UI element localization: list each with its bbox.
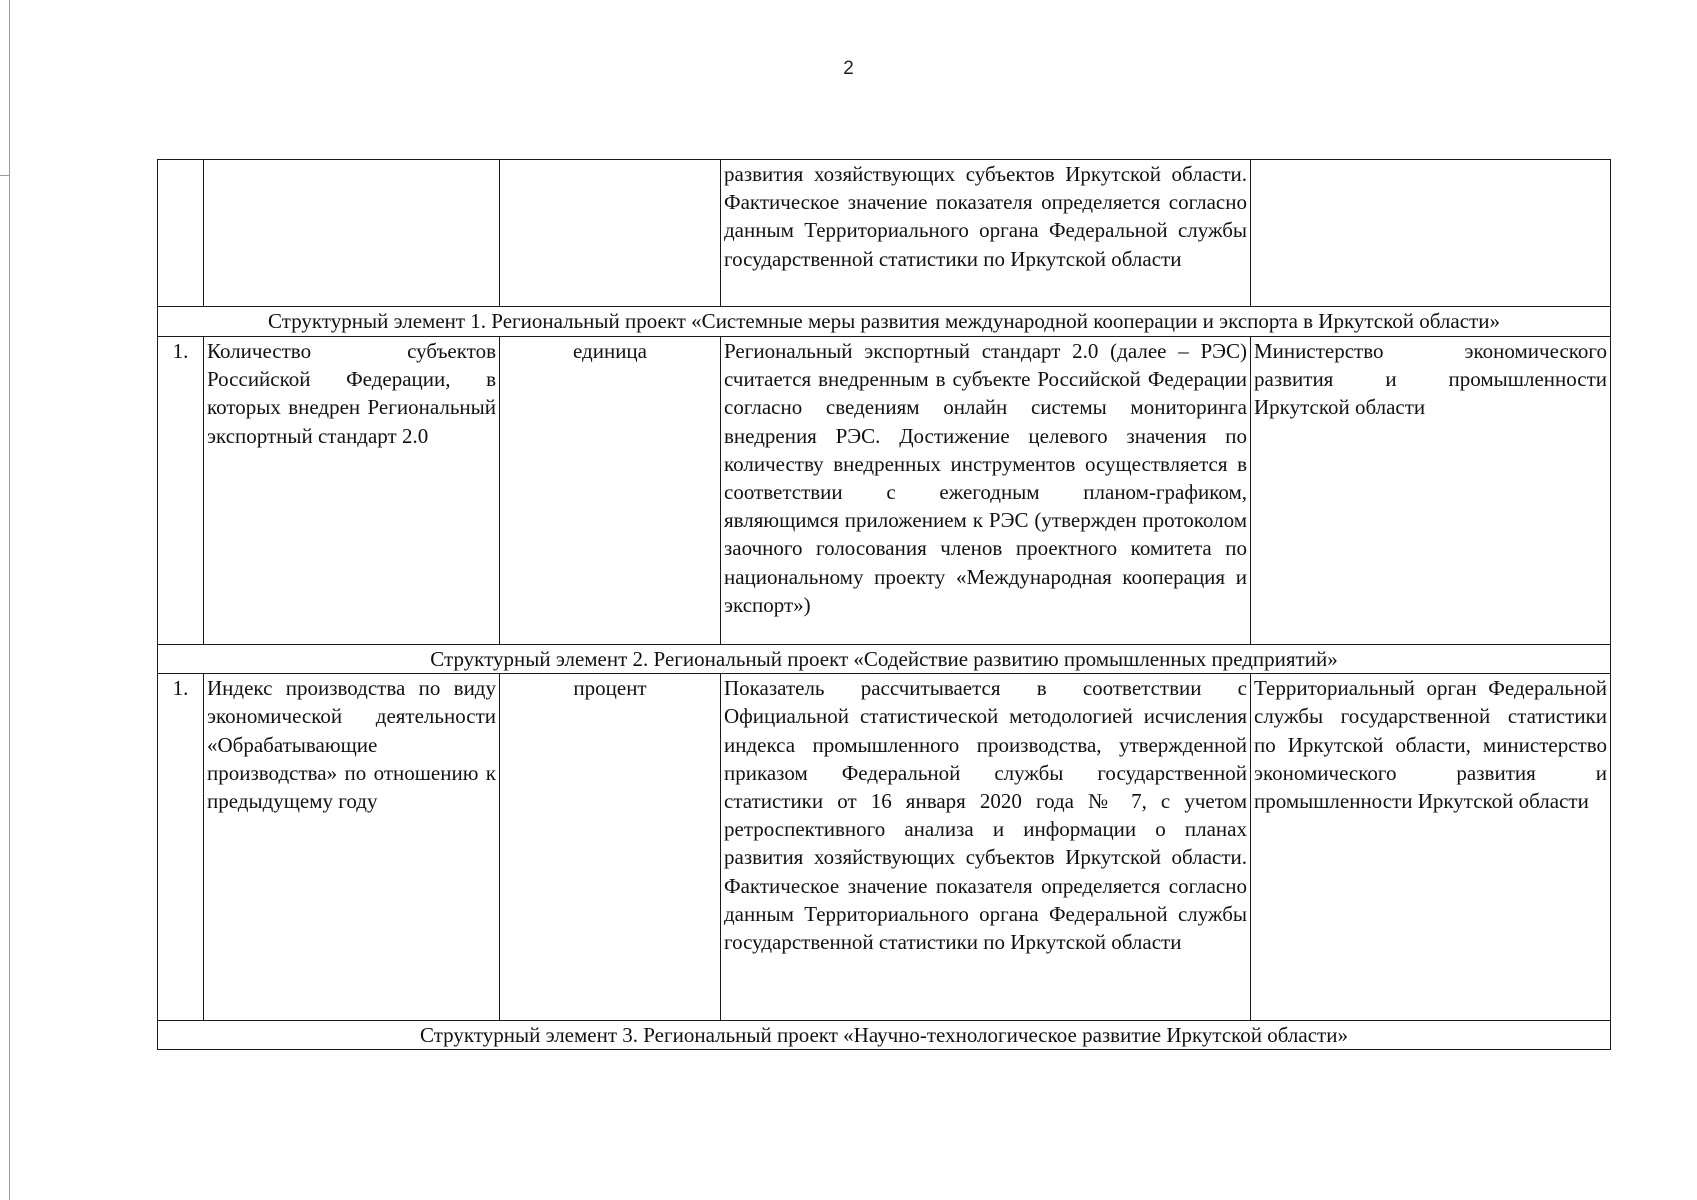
unit-of-measure: единица <box>500 337 721 645</box>
cell-num <box>158 160 204 307</box>
responsible-body: Территориальный орган Федеральной службы государственной статистики по Иркутской области, министерство экономического развития и промышленности Иркутской области <box>1251 674 1611 1021</box>
unit-of-measure: процент <box>500 674 721 1021</box>
cell-unit <box>500 160 721 307</box>
section-header-2 <box>158 645 1611 674</box>
cell-name <box>204 160 500 307</box>
page-left-border <box>9 0 10 1200</box>
cell-methodology: развития хозяйствующих субъектов Иркутской области. Фактическое значение показателя определяется согласно данным Территориального органа Федеральной службы государственной статистики по Иркутской области <box>721 160 1251 307</box>
table-row <box>158 674 1611 1021</box>
indicator-name: Индекс производства по виду экономической деятельности «Обрабатывающие производства» по отношению к предыдущему году <box>204 674 500 1021</box>
calculation-methodology: Показатель рассчитывается в соответствии с Официальной статистической методологией исчисления индекса промышленного производства, утвержденной приказом Федеральной службы государственной статистики от 16 января 2020 года № 7, с учетом ретроспективного анализа и информации о планах развития хозяйствующих субъектов Иркутской области. Фактическое значение показателя определяется согласно данным Территориального органа Федеральной службы государственной статистики по Иркутской области <box>721 674 1251 1021</box>
indicators-table <box>157 159 1611 1050</box>
section-title: Структурный элемент 2. Региональный проект «Содействие развитию промышленных предприятий» <box>158 645 1611 674</box>
responsible-body: Министерство экономического развития и промышленности Иркутской области <box>1251 337 1611 645</box>
section-header-1 <box>158 307 1611 337</box>
row-number: 1. <box>158 337 204 645</box>
table-row-continuation <box>158 160 1611 307</box>
section-header-3 <box>158 1021 1611 1050</box>
calculation-methodology: Региональный экспортный стандарт 2.0 (далее – РЭС) считается внедренным в субъекте Российской Федерации согласно сведениям онлайн системы мониторинга внедрения РЭС. Достижение целевого значения по количеству внедренных инструментов осуществляется в соответствии с ежегодным планом-графиком, являющимся приложением к РЭС (утвержден протоколом заочного голосования членов проектного комитета по национальному проекту «Международная кооперация и экспорт») <box>721 337 1251 645</box>
page-left-tick <box>0 175 9 176</box>
indicator-name: Количество субъектов Российской Федерации, в которых внедрен Региональный экспортный стандарт 2.0 <box>204 337 500 645</box>
table-row <box>158 337 1611 645</box>
row-number: 1. <box>158 674 204 1021</box>
cell-responsible <box>1251 160 1611 307</box>
section-title: Структурный элемент 3. Региональный проект «Научно-технологическое развитие Иркутской области» <box>158 1021 1611 1050</box>
page-number: 2 <box>843 58 854 79</box>
section-title: Структурный элемент 1. Региональный проект «Системные меры развития международной кооперации и экспорта в Иркутской области» <box>158 307 1611 337</box>
